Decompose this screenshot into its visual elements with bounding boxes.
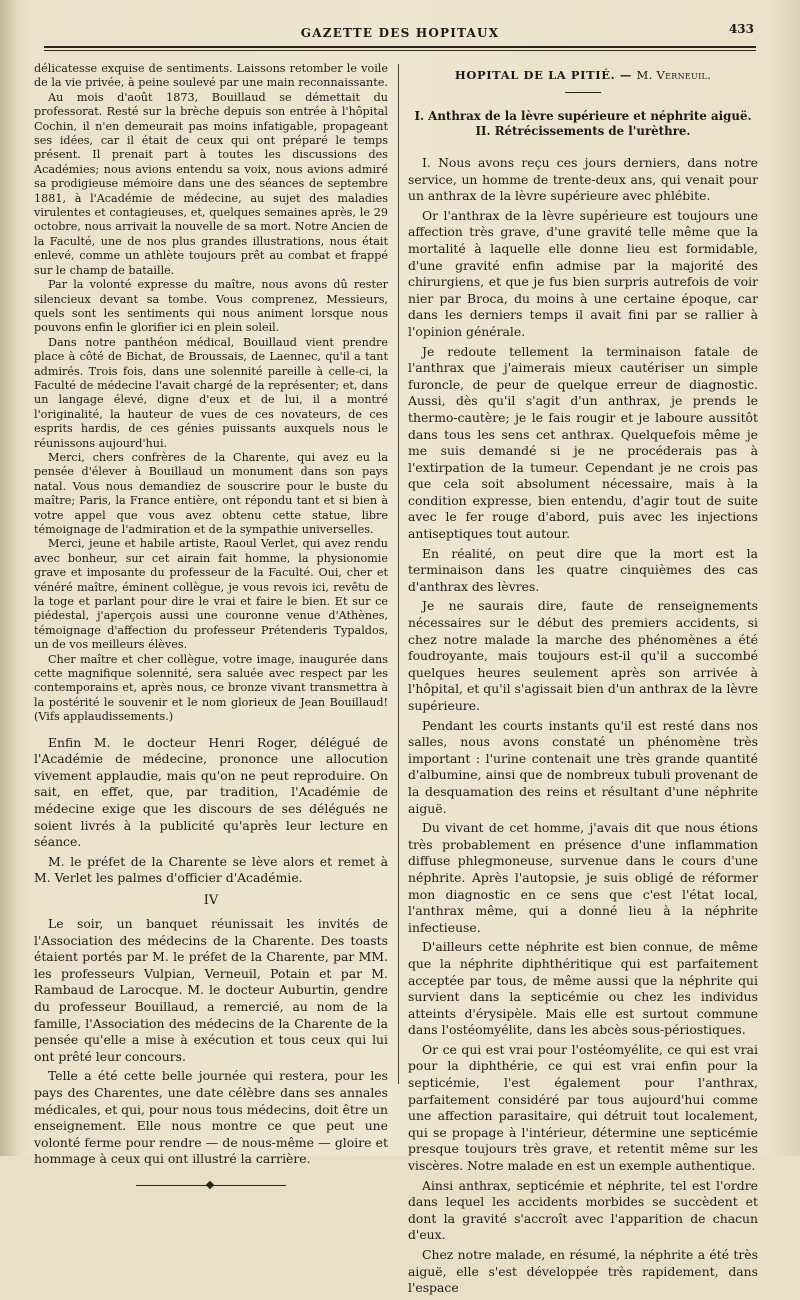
header-rule (44, 46, 756, 51)
lecture-paragraph: Je redoute tellement la terminaison fatale de l'anthrax que j'aimerais mieux cautériser un simple furoncle, de peur de quelque erreur de diagnostic. Aussi, dès qu'il s'agit d'un anthrax, je prends le thermo-cautère; je le fais rougir et je laboure aussitôt dans tous les sens cet anthrax. Quelquefois même je me suis demandé si je ne procéderais pas à l'extirpation de la tumeur. Cependant je ne crois pas que cela soit absolument nécessaire, mais à la condition expresse, bien entendu, d'agir tout de suite avec le fer rouge d'abord, puis avec les injections antiseptiques tout autour. (408, 343, 758, 542)
right-column (408, 62, 758, 1300)
end-separator (136, 1182, 286, 1190)
speech-paragraph: Cher maître et cher collègue, votre image, inaugurée dans cette magnifique solennité, sera saluée avec respect par les contemporains et, après nous, ce bronze vivant transmettra à la postérité le souvenir et le nom glorieux de Jean Bouillaud! (Vifs applaudissements.) (34, 652, 388, 724)
subtitle-line-1: I. Anthrax de la lèvre supérieure et néphrite aiguë. (414, 109, 752, 123)
lecture-paragraph: Pendant les courts instants qu'il est resté dans nos salles, nous avons constaté un phénomène très important : l'urine contenait une très grande quantité d'albumine, ainsi que de nombreux tubuli provenant de la desquamation des reins et résultant d'une néphrite aiguë. (408, 717, 758, 816)
report-section-a (34, 735, 388, 887)
body-paragraph: M. le préfet de la Charente se lève alors et remet à M. Verlet les palmes d'officier d'Académie. (34, 853, 388, 886)
running-header (0, 22, 800, 42)
report-section-b (34, 916, 388, 1168)
section-numeral: IV (203, 893, 219, 909)
lecture-paragraph: Je ne saurais dire, faute de renseignements nécessaires sur le début des premiers accidents, si chez notre malade la marche des phénomènes a été foudroyante, mais toujours est-il qu'il a succombé quelques heures seulement après son arrivée à l'hôpital, et qu'il s'agissait bien d'un anthrax de la lèvre supérieure. (408, 598, 758, 713)
separator-ornament (206, 1181, 214, 1189)
lecture-paragraph: En réalité, on peut dire que la mort est la terminaison dans les quatre cinquièmes des cas d'anthrax des lèvres. (408, 545, 758, 594)
left-column (34, 62, 388, 1190)
heading-rule (565, 92, 601, 93)
speech-paragraph: Merci, chers confrères de la Charente, qui avez eu la pensée d'élever à Bouillaud un monument dans son pays natal. Vous nous demandiez de souscrire pour le buste du maître; Paris, la France entière, ont répondu tant et si bien à votre appel que vous avez obtenu cette statue, libre témoignage de l'admiration et de la sympathie universelles. (34, 450, 388, 536)
lecture-paragraph: I. Nous avons reçu ces jours derniers, dans notre service, un homme de trente-deux ans, qui venait pour un anthrax de la lèvre supérieure avec phlébite. (408, 155, 758, 204)
page-number: 433 (728, 22, 754, 36)
speech-paragraph: Par la volonté expresse du maître, nous avons dû rester silencieux devant sa tombe. Vous comprenez, Messieurs, quels sont les sentiments qui nous animent lorsque nous pouvons enfin le glorifier ici en plein soleil. (34, 278, 388, 335)
running-title: GAZETTE DES HOPITAUX (300, 26, 500, 40)
hospital-heading (408, 68, 758, 82)
binding-shadow (0, 0, 18, 1156)
lecture-paragraph: D'ailleurs cette néphrite est bien connue, de même que la néphrite diphthéritique qui est parfaitement acceptée par tous, de même aussi que la néphrite qui survient dans la septicémie ou chez les individus atteints d'érysipèle. Mais elle est surtout commune dans l'ostéomyélite, dans les abcès sous-périostiques. (408, 939, 758, 1038)
speech-continuation (34, 62, 388, 725)
speech-paragraph: Dans notre panthéon médical, Bouillaud vient prendre place à côté de Bichat, de Broussais, de Laennec, qu'il a tant admirés. Trois fois, dans une solennité pareille à celle-ci, la Faculté de médecine l'avait chargé de la représenter; et, dans un langage élevé, digne d'eux et de lui, il a montré l'originalité, la hauteur de vues de ces novateurs, de ces esprits hardis, de ces génies puissants auxquels nous le réunissons aujourd'hui. (34, 335, 388, 450)
speech-paragraph: Merci, jeune et habile artiste, Raoul Verlet, qui avez rendu avec bonheur, sur cet airain fait homme, la physionomie grave et imposante du professeur de la Faculté. Oui, cher et vénéré maître, éminent collègue, je vous revois ici, revêtu de la toge et parlant pour dire le vrai et faire le bien. Et sur ce piédestal, j'aperçois aussi une couronne venue d'Athènes, témoignage d'affection du professeur Prétenderis Typaldos, un de vos meilleurs élèves. (34, 537, 388, 652)
column-divider (398, 64, 399, 1084)
speech-paragraph: Au mois d'août 1873, Bouillaud se démettait du professorat. Resté sur la brèche depuis son entrée à l'hôpital Cochin, il n'en demeurait pas moins infatigable, propageant ses idées, car il était de ceux qui ont préparé le temps présent. Il prenait part à toutes les discussions des Académies; nous avions entendu sa voix, nous avions admiré sa prodigieuse mémoire dans une des séances de septembre 1881, à l'Académie de médecine, au sujet des maladies virulentes et contagieuses, et, quelques semaines après, le 29 octobre, nous arrivait la nouvelle de sa mort. Notre Ancien de la Faculté, une de nos plus grandes illustrations, nous était enlevé, comme un athlète toujours prêt au combat et frappé sur le champ de bataille. (34, 90, 388, 277)
lecture-paragraph: Or ce qui est vrai pour l'ostéomyélite, ce qui est vrai pour la diphthérie, ce qui est vrai enfin pour la septicémie, l'est également pour l'anthrax, parfaitement considéré par tous aujourd'hui comme une affection parasitaire, qui détruit tout localement, qui se propage à l'intérieur, détermine une septicémie presque toujours très grave, et retentit même sur les viscères. Notre malade en est un exemple authentique. (408, 1041, 758, 1174)
lecture-paragraph: Ainsi anthrax, septicémie et néphrite, tel est l'ordre dans lequel les accidents morbides se succèdent et dont la gravité s'accroît avec l'apparition de chacun d'eux. (408, 1177, 758, 1243)
lecture-paragraph: Du vivant de cet homme, j'avais dit que nous étions très probablement en présence d'une inflammation diffuse phlegmoneuse, survenue dans le cours d'une néphrite. Après l'autopsie, je suis obligé de réformer mon diagnostic en ce sens que c'est l'état local, l'anthrax même, qui a donné lieu à la néphrite infectieuse. (408, 820, 758, 935)
body-paragraph: Le soir, un banquet réunissait les invités de l'Association des médecins de la Charente. Des toasts étaient portés par M. le préfet de la Charente, par MM. les professeurs Vulpian, Verneuil, Potain et par M. Rambaud de Larocque. M. le docteur Auburtin, gendre du professeur Bouillaud, a remercié, au nom de la famille, l'Association des médecins de la Charente de la pensée qu'elle a mise à exécution et tous ceux qui lui ont prêté leur concours. (34, 916, 388, 1064)
lecture-body (408, 155, 758, 1297)
speech-paragraph: délicatesse exquise de sentiments. Laissons retomber le voile de la vie privée, à peine soulevé par une main reconnaissante. (34, 62, 388, 90)
hospital-author: M. Verneuil. (636, 68, 712, 82)
body-paragraph: Enfin M. le docteur Henri Roger, délégué de l'Académie de médecine, prononce une allocution vivement applaudie, mais qu'on ne peut reproduire. On sait, en effet, que, par tradition, l'Académie de médecine exige que les discours de ses délégués ne soient livrés à la publicité qu'après leur lecture en séance. (34, 734, 388, 850)
article-subtitle (408, 109, 758, 139)
hospital-name: HOPITAL DE LA PITIÉ. — (454, 68, 632, 82)
subtitle-line-2: II. Rétrécissements de l'urèthre. (475, 124, 691, 138)
lecture-paragraph: Chez notre malade, en résumé, la néphrite a été très aiguë, elle s'est développée très rapidement, dans l'espace (408, 1247, 758, 1296)
lecture-paragraph: Or l'anthrax de la lèvre supérieure est toujours une affection très grave, d'une gravité telle même que la mortalité à laquelle elle donne lieu est formidable, d'une gravité enfin admise par la majorité des chirurgiens, et que je fus bien surpris autrefois de voir nier par Broca, du moins à une certaine époque, car dans les derniers temps il avait fini par se rallier à l'opinion générale. (408, 207, 758, 339)
body-paragraph: Telle a été cette belle journée qui restera, pour les pays des Charentes, une date célèbre dans ses annales médicales, et qui, pour nous tous médecins, doit être un enseignement. Elle nous montre ce que peut une volonté ferme pour rendre — de nous-même — gloire et hommage à ceux qui ont illustré la carrière. (34, 1068, 388, 1167)
